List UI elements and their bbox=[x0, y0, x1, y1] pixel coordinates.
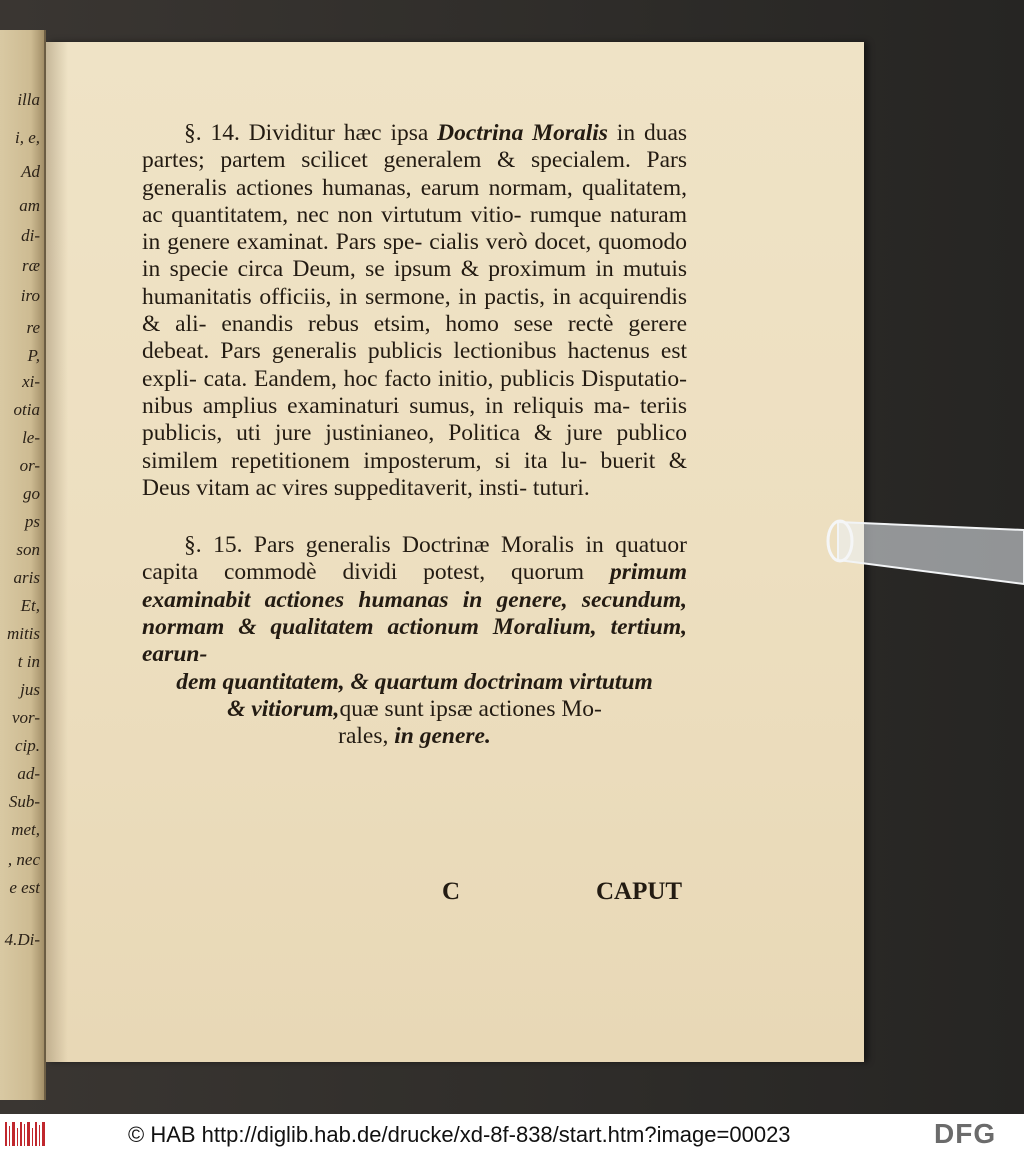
text-line: qualitatem, ac quantitatem, nec non virtutum vitio- bbox=[142, 174, 688, 228]
left-fragment: otia bbox=[13, 400, 40, 419]
text-line: officiis, in sermone, in pactis, in acquirendis & ali- bbox=[142, 283, 687, 338]
section-14 bbox=[142, 120, 687, 502]
left-fragment: ad- bbox=[17, 764, 40, 783]
text-line: Pars generalis actiones humanas, earum normam, bbox=[142, 147, 687, 201]
book-page bbox=[46, 42, 864, 1062]
text-line: duas partes; partem scilicet generalem & specialem. bbox=[142, 120, 688, 174]
permalink-credit[interactable]: © HAB http://diglib.hab.de/drucke/xd-8f-838/start.htm?image=00023 bbox=[128, 1122, 791, 1147]
text-line: cialis verò docet, quomodo in specie circa Deum, bbox=[142, 229, 687, 283]
left-fragment: jus bbox=[20, 680, 40, 699]
catchword: CAPUT bbox=[596, 878, 683, 905]
text-fragment: quæ sunt ipsæ actiones Mo- bbox=[339, 695, 602, 722]
left-fragment: son bbox=[16, 540, 40, 559]
text-line: se ipsum & proximum in mutuis humanitatis bbox=[142, 256, 688, 310]
text-line: tuturi. bbox=[532, 474, 590, 501]
hab-barcode-icon bbox=[4, 1120, 48, 1148]
left-fragment: le- bbox=[22, 428, 40, 447]
signature-mark: C bbox=[442, 878, 461, 905]
left-fragment: Sub- bbox=[8, 792, 40, 811]
left-fragment: go bbox=[23, 484, 40, 503]
left-fragment: mitis bbox=[6, 624, 40, 643]
left-fragment: cip. bbox=[14, 736, 40, 755]
left-fragment: Ad bbox=[21, 162, 40, 181]
text-line: publico similem repetitionem imposterum, si ita lu- bbox=[142, 420, 688, 474]
emphasis-line: dem quantitatem, & quartum doctrinam virtutum bbox=[176, 668, 653, 695]
text-line: nibus amplius examinaturi sumus, in reliquis ma- bbox=[142, 392, 631, 419]
left-fragment: iro bbox=[20, 286, 40, 305]
left-fragment: ps bbox=[24, 512, 40, 531]
text-line: §. 15. Pars generalis Doctrinæ Moralis bbox=[184, 532, 575, 559]
text-line: in quatuor capita commodè dividi potest, quorum bbox=[142, 532, 687, 586]
emphasis-line: normam & qualitatem actionum Moralium, tertium, earun- bbox=[142, 614, 687, 668]
left-fragment: re bbox=[26, 318, 40, 337]
text-line: buerit & Deus vitam ac vires suppeditaverit, insti- bbox=[142, 447, 688, 501]
left-fragment: met, bbox=[11, 820, 40, 839]
left-fragment: P, bbox=[27, 346, 40, 365]
page-text bbox=[142, 120, 687, 751]
emphasis-in-genere: in genere. bbox=[394, 723, 491, 750]
section-15-tail bbox=[142, 669, 687, 751]
text-line bbox=[142, 723, 687, 750]
emphasis-doctrina-moralis: Doctrina Moralis bbox=[437, 120, 608, 146]
text-line bbox=[142, 696, 687, 723]
left-page-edge bbox=[0, 30, 46, 1100]
left-fragment: t in bbox=[17, 652, 40, 671]
left-fragment: illa bbox=[17, 90, 40, 109]
book-clip-icon bbox=[826, 508, 1024, 588]
left-fragment: or- bbox=[19, 456, 40, 475]
left-fragment: Et, bbox=[20, 596, 40, 615]
text-fragment: rales, bbox=[338, 723, 395, 750]
text-line: in bbox=[607, 120, 636, 146]
left-fragment: vor- bbox=[12, 708, 40, 727]
text-line: cata. Eandem, hoc facto initio, publicis Disputatio- bbox=[203, 365, 688, 392]
emphasis-line: primum examinabit actiones humanas in genere, secundum, bbox=[142, 559, 687, 613]
left-fragment: am bbox=[19, 196, 40, 215]
left-fragment: aris bbox=[13, 568, 40, 587]
left-fragment: i, e, bbox=[14, 128, 40, 147]
text-line: rumque naturam in genere examinat. Pars spe- bbox=[142, 201, 688, 256]
emphasis-vitiorum: & vitiorum, bbox=[227, 695, 340, 722]
left-fragment: , nec bbox=[7, 850, 40, 869]
text-line: Pars generalis publicis lectionibus hactenus est expli- bbox=[142, 338, 687, 392]
dfg-logo: DFG bbox=[934, 1118, 997, 1149]
left-fragment: xi- bbox=[22, 372, 40, 391]
viewer-footer bbox=[0, 1114, 1024, 1154]
text-line: enandis rebus etsim, homo sese rectè gerere debeat. bbox=[142, 311, 688, 365]
left-fragment: e est bbox=[9, 878, 40, 897]
section-15 bbox=[142, 532, 687, 668]
left-fragment: 4.Di- bbox=[4, 930, 40, 949]
left-fragment: di- bbox=[21, 226, 40, 245]
text-line: §. 14. Dividitur hæc ipsa bbox=[184, 120, 438, 146]
text-line: teriis publicis, uti jure justinianeo, Politica & jure bbox=[142, 392, 687, 447]
left-fragment: ræ bbox=[22, 256, 40, 275]
